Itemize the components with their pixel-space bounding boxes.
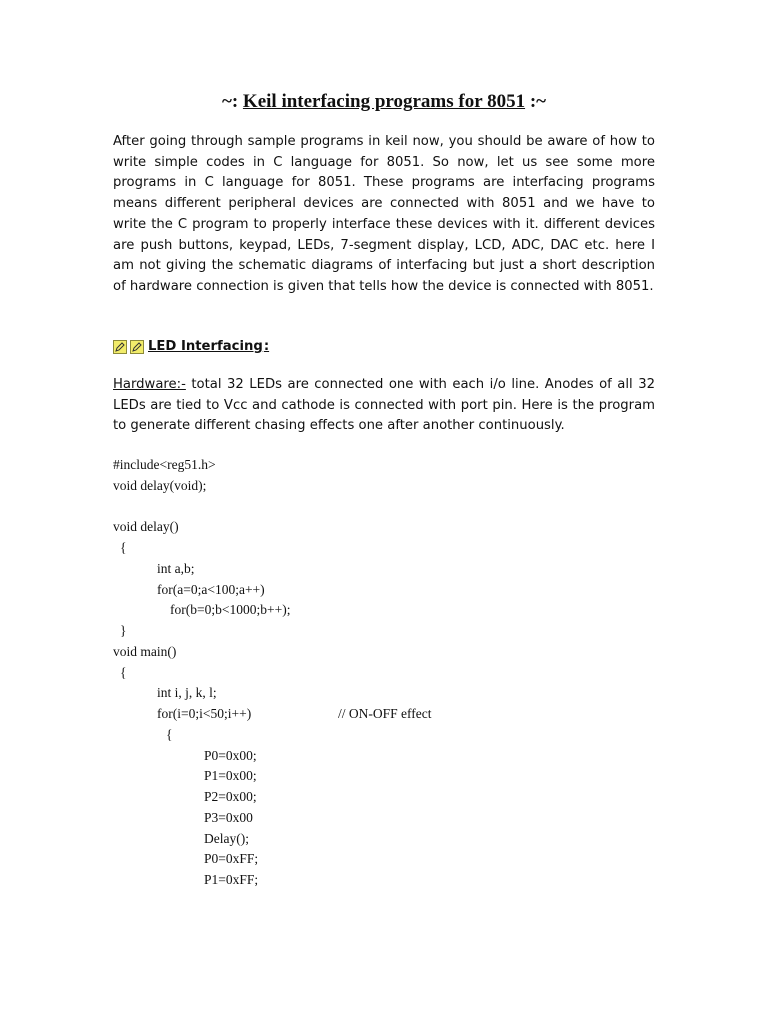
code-text: int i, j, k, l;: [157, 685, 217, 701]
code-line: [113, 497, 673, 518]
title-prefix: ~:: [221, 91, 243, 112]
code-line: [113, 725, 673, 746]
code-text: void delay(): [113, 519, 179, 535]
code-text: }: [120, 623, 127, 638]
code-line: [113, 476, 673, 497]
code-comment: // ON-OFF effect: [338, 706, 432, 721]
code-line: [113, 538, 673, 559]
code-line: [113, 642, 673, 663]
code-text: void delay(void);: [113, 477, 207, 493]
code-line: [113, 683, 673, 704]
code-text: for(i=0;i<50;i++): [157, 706, 252, 721]
intro-paragraph: After going through sample programs in keil now, you should be aware of how to write simple codes in C language for 8051. So now, let us see some more programs in C language for 8051. These programs are interfacing programs means different peripheral devices are connected with 8051 and we have to write the C program to properly interface these devices with it. different devices are push buttons, keypad, LEDs, 7-segment display, LCD, ADC, DAC etc. here I am not giving the schematic diagrams of interfacing but just a short description of hardware connection is given that tells how the device is connected with 8051.: [113, 134, 655, 294]
code-line: [113, 517, 673, 538]
code-text: P0=0xFF;: [204, 851, 259, 867]
hardware-text: total 32 LEDs are connected one with each i/o line. Anodes of all 32 LEDs are tied to Vcc and cathode is connected with port pin. Here is the program to generate different chasing effects one after another continuously.: [113, 377, 655, 434]
code-block: [113, 455, 673, 891]
code-line: [113, 559, 673, 580]
code-line: [113, 870, 673, 891]
code-text: {: [120, 664, 127, 680]
code-line: [113, 829, 673, 850]
pencil-icon: [130, 340, 144, 354]
code-text: P0=0x00;: [204, 747, 257, 763]
section-colon: :: [263, 339, 270, 354]
code-text: for(b=0;b<1000;b++);: [170, 602, 291, 618]
code-text: #include<reg51.h>: [113, 457, 216, 472]
code-text: {: [166, 726, 173, 742]
code-text: P1=0xFF;: [204, 872, 259, 887]
section-label: LED Interfacing: [148, 339, 263, 354]
hardware-label: Hardware:-: [113, 377, 186, 392]
code-line: [113, 600, 673, 621]
section-heading: [113, 337, 269, 357]
code-line: [113, 849, 673, 870]
code-text: P1=0x00;: [204, 768, 257, 784]
code-text: Delay();: [204, 830, 249, 846]
code-text: int a,b;: [157, 560, 195, 576]
code-line: [113, 580, 673, 601]
code-text: {: [120, 540, 127, 555]
code-text: P3=0x00: [204, 809, 253, 825]
code-line: [113, 621, 673, 642]
code-line: [113, 787, 673, 808]
code-text: P2=0x00;: [204, 789, 257, 804]
title-suffix: :~: [525, 91, 547, 112]
page-title: [0, 90, 768, 114]
code-line: [113, 808, 673, 829]
code-line: [113, 455, 673, 476]
code-line: [113, 746, 673, 767]
pencil-icon: [113, 340, 127, 354]
code-text: void main(): [113, 643, 177, 659]
title-main: Keil interfacing programs for 8051: [242, 91, 526, 112]
code-line: [113, 704, 673, 725]
hardware-paragraph: [113, 375, 655, 437]
code-line: [113, 663, 673, 684]
code-text: for(a=0;a<100;a++): [157, 581, 265, 597]
code-line: [113, 766, 673, 787]
